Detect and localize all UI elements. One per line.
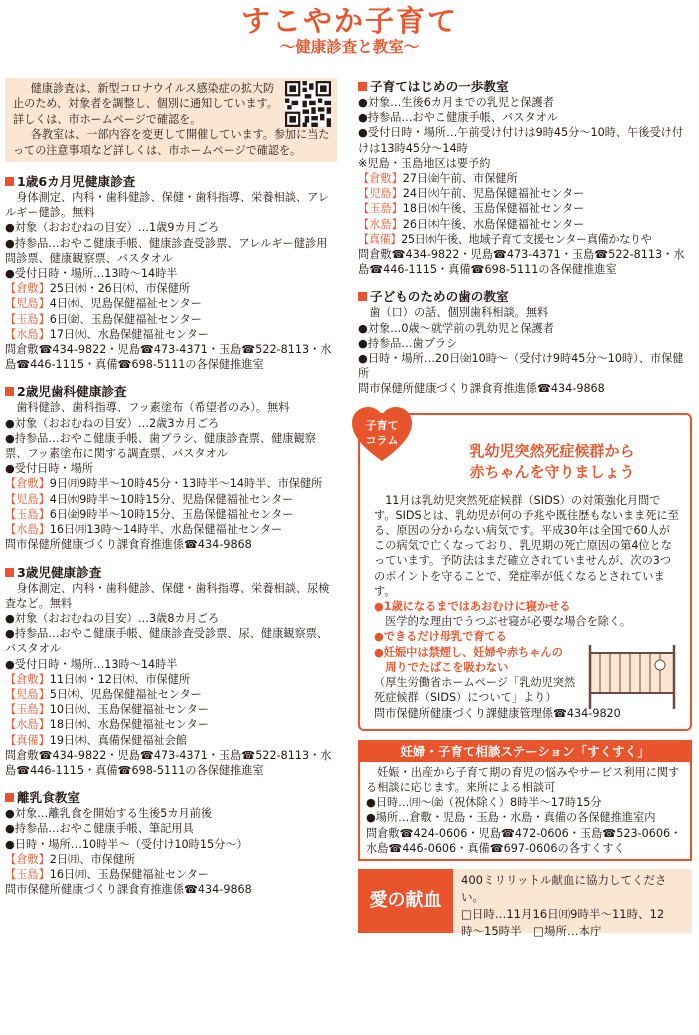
bullet-item: ●持参品…おやこ健康手帳、健康診査受診票、尿、健康観察票、バスタオル	[5, 627, 329, 656]
section-desc: 身体測定、内科・歯科健診、保健・歯科指導、栄養相談、尿検査など。無料	[5, 581, 330, 610]
schedule-item: 【玉島】6日㈮9時半〜10時15分、玉島保健福祉センター	[5, 507, 294, 521]
section-desc: 歯（口）の話、個別歯科相談。無料	[369, 306, 549, 320]
section-desc: 歯科健診、歯科指導、フッ素塗布（希望者のみ）。無料	[16, 401, 290, 415]
schedule-item: 【児島】4日㈬9時半〜10時15分、児島保健福祉センター	[5, 492, 294, 506]
intro-text-2: 各教室は、一部内容を変更して開催しています。参加に当たっての注意事項など詳しくは、市ホームページで確認を。	[13, 128, 330, 157]
bullet-item: ●対象…離乳食を開始する生後5カ月前後	[5, 807, 213, 821]
station-place: ●場所…倉敷・児島・玉島・水島・真備の各保健推進室内	[366, 811, 656, 825]
bullet-item: ●対象…生後6カ月までの乳児と保護者	[358, 96, 554, 109]
bullet-item: ●持参品…歯ブラシ	[358, 336, 458, 350]
bullet-item: ●持参品…おやこ健康手帳、筆記用具	[5, 822, 194, 836]
square-bullet-icon	[5, 387, 14, 396]
section-heading: 1歳6カ月児健康診査	[5, 173, 337, 190]
point-1: ●1歳になるまではあおむけに寝かせる	[374, 600, 571, 614]
square-bullet-icon	[358, 82, 367, 91]
note-item: ※児島・玉島地区は要予約	[358, 156, 491, 170]
schedule-item: 【水島】16日㈪13時〜14時半、水島保健福祉センター	[5, 523, 283, 537]
station-title: 妊婦・子育て相談ステーション「すくすく」	[360, 742, 690, 762]
bullet-item: ●持参品…おやこ健康手帳、歯ブラシ、健康診査票、健康観察票、フッ素塗布に関する調査票、バスタオル	[5, 431, 316, 461]
right-column	[358, 78, 692, 938]
station-time: ●日時…㈪〜㈮（祝休除く）8時半〜17時15分	[366, 796, 602, 810]
bullet-item: ●対象…0歳〜就学前の乳幼児と保護者	[358, 321, 554, 335]
section-18month-checkup	[5, 173, 337, 372]
page-subtitle: 〜健康診査と教室〜	[279, 38, 420, 56]
qr-code-icon	[285, 81, 331, 127]
bullet-item: ●受付日時・場所…13時〜14時半	[5, 267, 178, 281]
square-bullet-icon	[5, 177, 14, 186]
blood-donation-line-1: 400ミリリットル献血に協力してください。	[461, 872, 667, 904]
square-bullet-icon	[358, 292, 367, 301]
bullet-item: ●持参品…おやこ健康手帳、健康診査受診票、アレルギー健診用問診票、健康観察票、バスタオル	[5, 236, 328, 265]
square-bullet-icon	[5, 793, 14, 802]
section-heading: 離乳食教室	[5, 789, 337, 806]
bullet-item: ●日時・場所…20日㈮10時〜（受付け9時45分〜10時）、市保健所	[358, 352, 684, 381]
section-heading: 3歳児健康診査	[5, 564, 337, 581]
schedule-item: 【倉敷】11日㈬・12日㈭、市保健所	[5, 672, 191, 686]
point-3-wrap	[374, 645, 680, 706]
section-heading: 子どものための歯の教室	[358, 288, 692, 305]
bullet-item: ●日時・場所…10時半〜（受付け10時15分〜）	[5, 837, 248, 851]
station-desc: 妊娠・出産から子育て期の育児の悩みやサービス利用に関する相談に応じます。来所による相談可	[366, 765, 680, 794]
bullet-item: ●対象（おおむねの目安）…2歳3カ月ごろ	[5, 416, 220, 430]
blood-donation-title: 愛の献血	[358, 869, 453, 933]
schedule-item: 【倉敷】2日㈪、市保健所	[5, 852, 136, 866]
section-desc: 身体測定、内科・歯科健診、保健・歯科指導、栄養相談、アレルギー健診。無料	[5, 191, 329, 220]
blood-donation-box	[358, 869, 692, 938]
section-contact: 問市保健所健康づくり課食育推進係☎434-9868	[5, 883, 252, 897]
badge-line-2: コラム	[365, 433, 399, 447]
station-body	[360, 762, 690, 859]
section-3year-checkup	[5, 564, 337, 779]
section-contact: 問倉敷☎434-9822・児島☎473-4371・玉島☎522-8113・水島☎446-1115・真備☎698-5111の各保健推進室	[358, 248, 685, 277]
section-contact: 問市保健所健康づくり課食育推進係☎434-9868	[5, 538, 252, 552]
point-1-note: 医学的な理由でうつぶせ寝が必要な場合を除く。	[385, 615, 632, 629]
schedule-item: 【真備】19日㈭、真備保健福祉会館	[5, 733, 188, 747]
bullet-item: ●対象（おおむねの目安）…3歳8カ月ごろ	[5, 611, 220, 625]
section-dental-class	[358, 288, 692, 396]
bullet-item: ●受付日時・場所…午前受け付けは9時45分〜10時、午後受け付けは13時45分〜14時	[358, 126, 684, 155]
schedule-item: 【倉敷】27日㈮午前、市保健所	[358, 172, 518, 186]
schedule-item: 【倉敷】25日㈬・26日㈭、市保健所	[5, 282, 191, 296]
schedule-item: 【児島】24日㈫午前、児島保健福祉センター	[358, 187, 585, 201]
bullet-item: ●受付日時・場所	[5, 462, 94, 476]
column-body	[374, 493, 680, 721]
page-header	[0, 4, 699, 57]
schedule-item: 【水島】26日㈭午後、水島保健福祉センター	[358, 217, 585, 231]
schedule-item: 【玉島】6日㈮、玉島保健福祉センター	[5, 312, 202, 326]
column-title: 乳幼児突然死症候群から 赤ちゃんを守りましょう	[469, 441, 635, 481]
schedule-item: 【児島】5日㈭、児島保健福祉センター	[5, 687, 202, 701]
schedule-item: 【玉島】10日㈫、玉島保健福祉センター	[5, 703, 209, 717]
schedule-item: 【児島】4日㈬、児島保健福祉センター	[5, 297, 202, 311]
schedule-item: 【水島】18日㈬、水島保健福祉センター	[5, 718, 209, 732]
section-contact: 問市保健所健康づくり課食育推進係☎434-9868	[358, 382, 605, 396]
badge-line-1: 子育て	[365, 418, 399, 432]
schedule-item: 【水島】17日㈫、水島保健福祉センター	[5, 327, 209, 341]
station-contact: 問倉敷☎424-0606・児島☎472-0606・玉島☎523-0606・水島☎446-0606・真備☎697-0606の各すくすく	[366, 826, 682, 855]
column-text: 11月は乳幼児突然死症候群（SIDS）の対策強化月間です。SIDSとは、乳幼児が何の予兆や既往歴もないまま死に至る、原因の分からない病気です。平成30年は全国で60人がこの病気で亡くなっており、乳児期の死亡原因の第4位となっています。予防法はまだ確立されていませんが、次の3つのポイントを守ることで、発症率が低くなるとされています。	[374, 493, 679, 598]
schedule-item: 【倉敷】9日㈪9時半〜10時45分・13時半〜14時半、市保健所	[5, 477, 323, 491]
bullet-item: ●持参品…おやこ健康手帳、バスタオル	[358, 111, 558, 125]
source-line-1: （厚生労働省ホームページ「乳幼児突然	[374, 676, 576, 690]
section-baby-food-class	[5, 789, 337, 897]
section-heading: 2歳児歯科健康診査	[5, 383, 337, 400]
crib-illustration-icon	[582, 639, 682, 711]
section-2year-dental	[5, 383, 337, 552]
blood-donation-line-2: □日時…11月16日㈪9時半〜11時、12時〜15時半 □場所…本庁	[461, 906, 665, 938]
schedule-item: 【玉島】18日㈬午後、玉島保健福祉センター	[358, 202, 585, 216]
point-2: ●できるだけ母乳で育てる	[374, 630, 507, 644]
section-heading: 子育てはじめの一歩教室	[358, 78, 692, 95]
square-bullet-icon	[5, 568, 14, 577]
intro-text-1: 健康診査は、新型コロナウイルス感染症の拡大防止のため、対象者を調整し、個別に通知しています。詳しくは、市ホームページで確認を。	[13, 82, 278, 126]
schedule-item: 【玉島】16日㈪、玉島保健福祉センター	[5, 867, 209, 881]
page-title: すこやか子育て	[240, 4, 458, 38]
point-3-line-2: 周りでたばこを吸わない	[385, 660, 509, 674]
consultation-station-box	[358, 740, 692, 861]
parenting-column-box	[358, 413, 692, 731]
section-contact: 問倉敷☎434-9822・児島☎473-4371・玉島☎522-8113・水島☎446-1115・真備☎698-5111の各保健推進室	[5, 343, 332, 372]
left-column	[5, 78, 337, 897]
bullet-item: ●対象（おおむねの目安）…1歳9カ月ごろ	[5, 221, 220, 235]
section-contact: 問倉敷☎434-9822・児島☎473-4371・玉島☎522-8113・水島☎446-1115・真備☎698-5111の各保健推進室	[5, 748, 332, 777]
column-contact: 問市保健所健康づくり課健康管理係☎434-9820	[374, 706, 621, 720]
point-3-line-1: ●妊娠中は禁煙し、妊婦や赤ちゃんの	[374, 645, 563, 659]
bullet-item: ●受付日時・場所…13時〜14時半	[5, 657, 178, 671]
source-line-2: 死症候群（SIDS）について」より）	[374, 691, 557, 705]
intro-box	[5, 78, 337, 162]
schedule-item: 【真備】25日㈬午後、地域子育て支援センター真備かなりや	[358, 232, 652, 246]
section-first-step-class	[358, 78, 692, 277]
heart-badge-icon	[352, 407, 412, 463]
blood-donation-body	[453, 869, 692, 938]
